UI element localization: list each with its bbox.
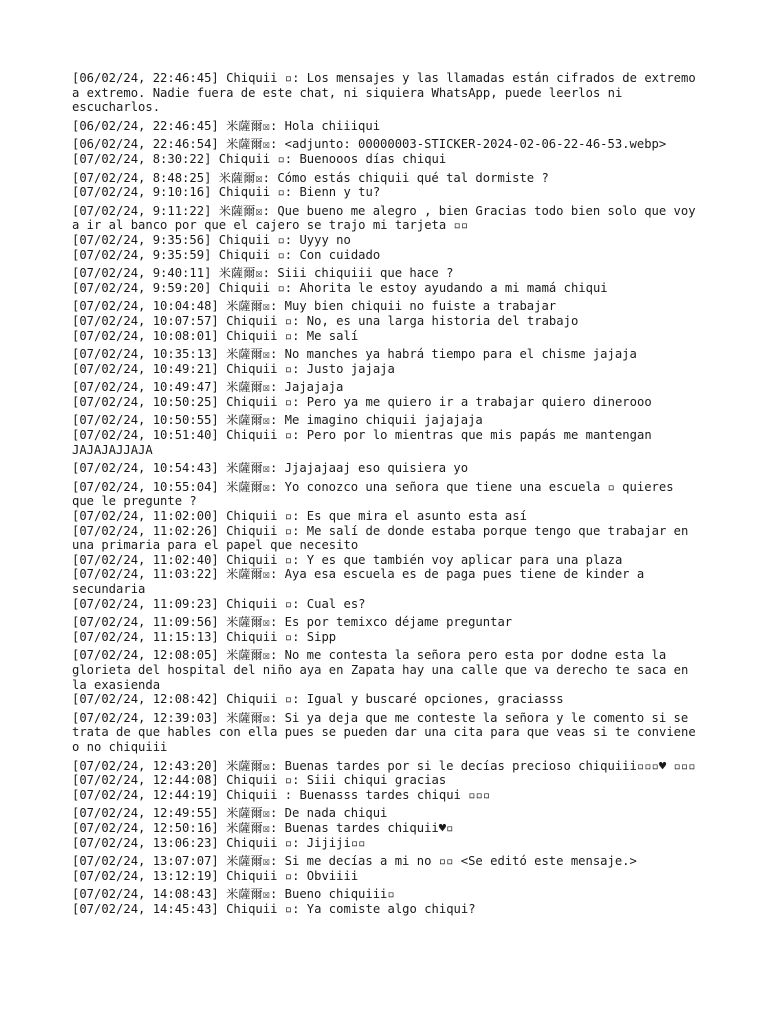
message-line: [07/02/24, 10:50:55] 米薩爾☒: Me imagino chiquii jajajaja: [72, 413, 483, 428]
message-line: [07/02/24, 9:35:59] Chiquii ▫: Con cuidado: [72, 247, 381, 262]
message-line: [07/02/24, 12:08:05] 米薩爾☒: No me contesta la señora pero esta por dodne esta la glorieta del hospital del niño aya en Zapata hay una calle que va derecho te saca en la exasienda: [72, 648, 696, 692]
message-line: [07/02/24, 10:07:57] Chiquii ▫: No, es una larga historia del trabajo: [72, 313, 579, 328]
chat-transcript: [72, 71, 702, 920]
message-line: [07/02/24, 13:12:19] Chiquii ▫: Obviiii: [72, 868, 359, 883]
message-line: [07/02/24, 10:51:40] Chiquii ▫: Pero por lo mientras que mis papás me mantengan JAJAJAJJAJA: [72, 428, 660, 457]
message-line: [07/02/24, 10:50:25] Chiquii ▫: Pero ya me quiero ir a trabajar quiero dinerooo: [72, 394, 652, 409]
message-line: [06/02/24, 22:46:54] 米薩爾☒: <adjunto: 00000003-STICKER-2024-02-06-22-46-53.webp>: [72, 137, 667, 152]
message-line: [07/02/24, 10:35:13] 米薩爾☒: No manches ya habrá tiempo para el chisme jajaja: [72, 347, 637, 362]
message-line: [06/02/24, 22:46:45] Chiquii ▫: Los mensajes y las llamadas están cifrados de extremo a extremo. Nadie fuera de este chat, ni siquiera WhatsApp, puede leerlos ni escucharlos.: [72, 71, 704, 115]
message-line: [07/02/24, 9:10:16] Chiquii ▫: Bienn y tu?: [72, 185, 381, 200]
message-line: [07/02/24, 10:49:47] 米薩爾☒: Jajajaja: [72, 380, 344, 395]
message-line: [07/02/24, 10:04:48] 米薩爾☒: Muy bien chiquii no fuiste a trabajar: [72, 299, 557, 314]
message-line: [07/02/24, 9:40:11] 米薩爾☒: Siii chiquiii que hace ?: [72, 266, 454, 281]
message-line: [07/02/24, 12:44:19] Chiquii : Buenasss tardes chiqui ▫▫▫: [72, 787, 491, 802]
message-line: [07/02/24, 14:45:43] Chiquii ▫: Ya comiste algo chiqui?: [72, 901, 476, 916]
message-line: [07/02/24, 11:03:22] 米薩爾☒: Aya esa escuela es de paga pues tiene de kinder a secundaria: [72, 567, 652, 596]
message-line: [07/02/24, 10:49:21] Chiquii ▫: Justo jajaja: [72, 361, 395, 376]
message-line: [07/02/24, 10:55:04] 米薩爾☒: Yo conozco una señora que tiene una escuela ▫ quieres que le pregunte ?: [72, 479, 681, 509]
message-line: [07/02/24, 13:07:07] 米薩爾☒: Si me decías a mi no ▫▫ <Se editó este mensaje.>: [72, 854, 637, 869]
message-line: [07/02/24, 14:08:43] 米薩爾☒: Bueno chiquiii▫: [72, 887, 395, 902]
message-line: [07/02/24, 12:49:55] 米薩爾☒: De nada chiqui: [72, 806, 388, 821]
message-line: [07/02/24, 10:54:43] 米薩爾☒: Jjajajaaj eso quisiera yo: [72, 461, 469, 476]
message-line: [07/02/24, 12:44:08] Chiquii ▫: Siii chiqui gracias: [72, 773, 447, 788]
message-line: [07/02/24, 12:43:20] 米薩爾☒: Buenas tardes por si le decías precioso chiquiii▫▫▫♥ ▫▫▫: [72, 758, 696, 773]
message-line: [07/02/24, 11:09:23] Chiquii ▫: Cual es?: [72, 596, 366, 611]
message-line: [07/02/24, 11:02:26] Chiquii ▫: Me salí de donde estaba porque tengo que trabajar en una primaria para el papel que necesito: [72, 523, 696, 553]
message-line: [07/02/24, 8:48:25] 米薩爾☒: Cómo estás chiquii qué tal dormiste ?: [72, 170, 549, 185]
message-line: [07/02/24, 11:15:13] Chiquii ▫: Sipp: [72, 629, 337, 644]
message-line: [07/02/24, 12:50:16] 米薩爾☒: Buenas tardes chiquii♥▫: [72, 820, 454, 835]
message-line: [07/02/24, 8:30:22] Chiquii ▫: Buenooos días chiqui: [72, 151, 447, 166]
message-line: [07/02/24, 11:02:00] Chiquii ▫: Es que mira el asunto esta así: [72, 509, 527, 524]
message-line: [07/02/24, 10:08:01] Chiquii ▫: Me salí: [72, 328, 359, 343]
message-line: [07/02/24, 12:39:03] 米薩爾☒: Si ya deja que me conteste la señora y le comento si se trata de que hables con ella pues se pueden dar una cita para que veas si te conviene o no chiquiii: [72, 710, 704, 754]
message-line: [07/02/24, 11:02:40] Chiquii ▫: Y es que también voy aplicar para una plaza: [72, 552, 623, 567]
message-line: [06/02/24, 22:46:45] 米薩爾☒: Hola chiiiqui: [72, 118, 381, 133]
message-line: [07/02/24, 9:11:22] 米薩爾☒: Que bueno me alegro , bien Gracias todo bien solo que voy a ir al banco por que el cajero se trajo mi tarjeta ▫▫: [72, 203, 703, 233]
message-line: [07/02/24, 12:08:42] Chiquii ▫: Igual y buscaré opciones, graciasss: [72, 692, 564, 707]
message-line: [07/02/24, 9:35:56] Chiquii ▫: Uyyy no: [72, 232, 351, 247]
message-line: [07/02/24, 13:06:23] Chiquii ▫: Jijiji▫▫: [72, 835, 366, 850]
message-line: [07/02/24, 11:09:56] 米薩爾☒: Es por temixco déjame preguntar: [72, 615, 513, 630]
message-line: [07/02/24, 9:59:20] Chiquii ▫: Ahorita le estoy ayudando a mi mamá chiqui: [72, 280, 608, 295]
